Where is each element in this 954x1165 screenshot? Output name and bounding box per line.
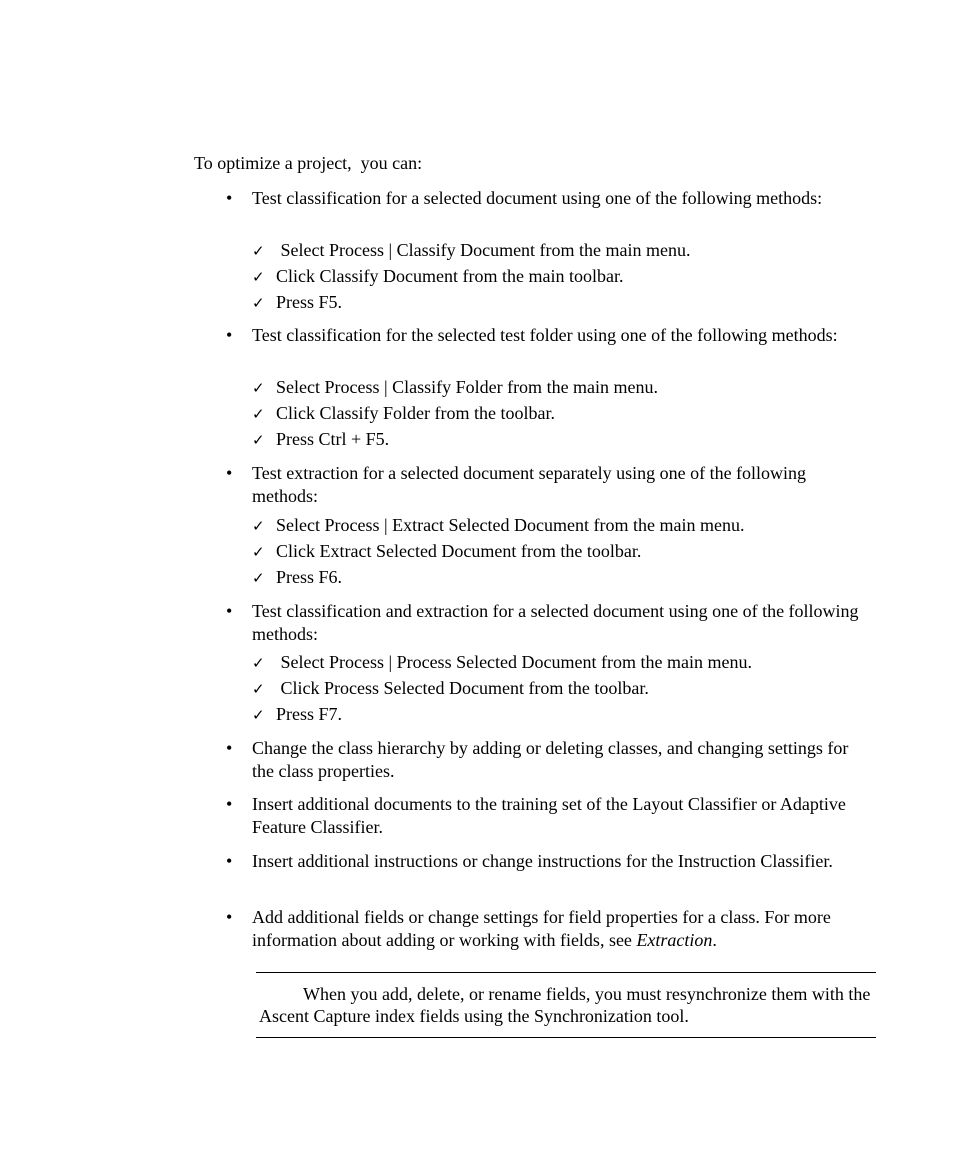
list-item-text-main: Add additional fields or change settings for field properties for a class. For more information about adding or working with fields, see bbox=[252, 907, 831, 950]
bullet-icon: • bbox=[226, 325, 233, 345]
check-item bbox=[252, 677, 649, 700]
check-item-text: Click Extract Selected Document from the toolbar. bbox=[276, 541, 642, 561]
list-item-text: Test classification for the selected test folder using one of the following methods: bbox=[252, 325, 838, 345]
check-item bbox=[252, 402, 555, 425]
check-icon: ✓ bbox=[252, 680, 265, 698]
check-item bbox=[252, 239, 691, 262]
check-item bbox=[252, 376, 658, 399]
check-icon: ✓ bbox=[252, 242, 265, 260]
check-icon: ✓ bbox=[252, 405, 265, 423]
check-item-text: Click Classify Document from the main toolbar. bbox=[276, 266, 624, 286]
check-icon: ✓ bbox=[252, 431, 265, 449]
list-item-text-suffix: . bbox=[712, 929, 717, 950]
bullet-icon: • bbox=[226, 188, 233, 208]
check-item bbox=[252, 428, 389, 451]
check-item-text: Press F7. bbox=[276, 704, 343, 724]
list-item-text: Change the class hierarchy by adding or deleting classes, and changing settings for the class properties. bbox=[252, 738, 849, 781]
check-item bbox=[252, 540, 641, 563]
check-item-text: Select Process | Process Selected Document from the main menu. bbox=[276, 652, 752, 672]
check-icon: ✓ bbox=[252, 543, 265, 561]
check-item bbox=[252, 703, 342, 726]
intro-text: To optimize a project, you can: bbox=[194, 153, 423, 173]
check-item bbox=[252, 291, 342, 314]
list-item-text: Test classification for a selected document using one of the following methods: bbox=[252, 188, 823, 208]
check-item bbox=[252, 265, 623, 288]
check-icon: ✓ bbox=[252, 706, 265, 724]
check-icon: ✓ bbox=[252, 268, 265, 286]
check-item bbox=[252, 651, 752, 674]
note-text: When you add, delete, or rename fields, you must resynchronize them with the Ascent Capture index fields using the Synchronization tool. bbox=[259, 984, 871, 1026]
check-item-text: Select Process | Classify Folder from the main menu. bbox=[276, 377, 659, 397]
check-icon: ✓ bbox=[252, 294, 265, 312]
list-item-text: Test extraction for a selected document separately using one of the following methods: bbox=[252, 463, 807, 506]
list-item-text: Insert additional documents to the training set of the Layout Classifier or Adaptive Feature Classifier. bbox=[252, 794, 846, 837]
list-item-text bbox=[252, 906, 867, 951]
check-icon: ✓ bbox=[252, 569, 265, 587]
check-item-text: Press Ctrl + F5. bbox=[276, 429, 390, 449]
bullet-icon: • bbox=[226, 907, 233, 927]
bullet-icon: • bbox=[226, 794, 233, 814]
bullet-icon: • bbox=[226, 738, 233, 758]
check-item-text: Select Process | Extract Selected Document from the main menu. bbox=[276, 515, 745, 535]
check-icon: ✓ bbox=[252, 517, 265, 535]
check-item-text: Click Classify Folder from the toolbar. bbox=[276, 403, 555, 423]
list-item-text: Insert additional instructions or change instructions for the Instruction Classifier. bbox=[252, 851, 833, 871]
bullet-icon: • bbox=[226, 601, 233, 621]
check-icon: ✓ bbox=[252, 379, 265, 397]
check-item-text: Click Process Selected Document from the toolbar. bbox=[276, 678, 649, 698]
check-item bbox=[252, 566, 342, 589]
check-icon: ✓ bbox=[252, 654, 265, 672]
check-item-text: Press F6. bbox=[276, 567, 343, 587]
check-item-text: Press F5. bbox=[276, 292, 343, 312]
note-box bbox=[256, 972, 876, 1038]
bullet-icon: • bbox=[226, 463, 233, 483]
list-item-text: Test classification and extraction for a selected document using one of the following methods: bbox=[252, 601, 859, 644]
check-item-text: Select Process | Classify Document from the main menu. bbox=[276, 240, 691, 260]
check-item bbox=[252, 514, 744, 537]
bullet-icon: • bbox=[226, 851, 233, 871]
extraction-link[interactable]: Extraction bbox=[636, 929, 713, 950]
